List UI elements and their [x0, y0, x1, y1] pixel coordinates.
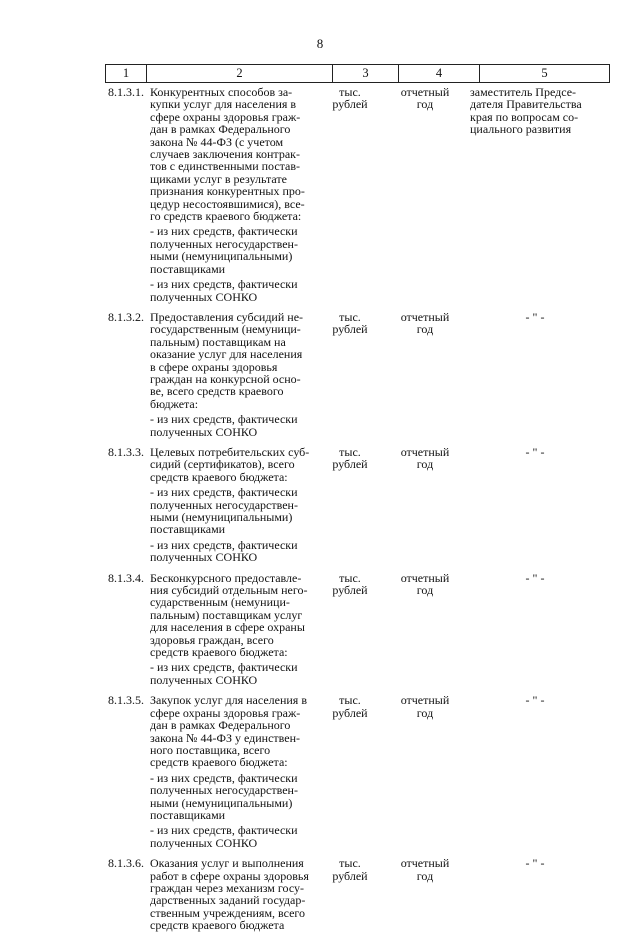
column-header-1: 1 [106, 65, 147, 83]
text-line: Бесконкурсного предоставле- [150, 570, 302, 585]
responsible-cell [470, 857, 620, 869]
sub-item-line: полученных СОНКО [150, 550, 258, 565]
sub-item-line: - из них средств, фактически [150, 277, 298, 292]
responsible-line: циального развития [470, 122, 572, 137]
text-line: закона № 44-ФЗ (с учетом [150, 134, 284, 149]
period-line: год [416, 583, 434, 598]
item-main-text [150, 311, 320, 410]
sub-item-line: ными (немуниципальными) [150, 249, 293, 264]
item-number: 8.1.3.5. [108, 693, 144, 708]
responsible-cell [470, 86, 600, 136]
sub-item-line: поставщиками [150, 807, 226, 822]
sub-item [150, 225, 320, 275]
responsible-cell [470, 446, 620, 458]
unit-line: тыс. [339, 570, 361, 585]
item-main-text [150, 86, 320, 222]
unit-line: тыс. [339, 85, 361, 99]
item-main-text [150, 446, 320, 483]
unit-line: тыс. [339, 444, 361, 459]
sub-item-line: - из них средств, фактически [150, 823, 298, 838]
item-description [150, 311, 320, 438]
item-number: 8.1.3.2. [108, 309, 144, 324]
unit-line: тыс. [339, 309, 361, 324]
sub-item-line: ными (немуниципальными) [150, 510, 293, 524]
responsible-line: - " - [525, 570, 545, 585]
sub-item-line: полученных СОНКО [150, 289, 258, 304]
period-cell [380, 694, 470, 719]
period-line: отчетный [400, 444, 450, 459]
text-line: граждан через механизм госу- [150, 880, 304, 895]
responsible-cell [470, 311, 620, 323]
period-line: отчетный [400, 570, 450, 585]
sub-item [150, 661, 320, 686]
responsible-line: - " - [525, 693, 545, 708]
text-line: средств краевого бюджета: [150, 755, 288, 770]
text-line: пальным) поставщикам на [150, 334, 286, 349]
unit-line: рублей [332, 705, 368, 720]
unit-cell [320, 694, 380, 719]
unit-cell [320, 446, 380, 471]
period-cell [380, 857, 470, 882]
sub-item [150, 772, 320, 822]
sub-item-line: - из них средств, фактически [150, 770, 298, 785]
text-line: признания конкурентных про- [150, 184, 305, 199]
period-line: отчетный [400, 85, 450, 99]
period-cell [380, 311, 470, 336]
unit-line: тыс. [339, 693, 361, 708]
text-line: сударственным (немуници- [150, 595, 290, 610]
text-line: средств краевого бюджета: [150, 645, 288, 660]
column-header-3: 3 [333, 65, 399, 83]
text-line: в сфере охраны здоровья [150, 359, 278, 374]
responsible-line: - " - [525, 309, 545, 324]
sub-item-line: - из них средств, фактически [150, 224, 298, 239]
table-row [108, 446, 608, 564]
text-line: бюджета: [150, 396, 199, 411]
text-line: пальным) поставщикам услуг [150, 607, 303, 622]
sub-item-line: полученных СОНКО [150, 424, 258, 439]
text-line: купки услуг для населения в [150, 97, 297, 112]
item-number: 8.1.3.1. [108, 85, 144, 99]
text-line: работ в сфере охраны здоровья [150, 868, 309, 883]
text-line: Предоставления субсидий не- [150, 309, 304, 324]
text-line: тов с единственными постав- [150, 159, 301, 174]
sub-item [150, 278, 320, 303]
sub-item-line: полученных СОНКО [150, 672, 258, 687]
sub-item-line: - из них средств, фактически [150, 485, 298, 500]
table-row [108, 86, 608, 303]
unit-line: тыс. [339, 856, 361, 871]
text-line: случаев заключения контрак- [150, 147, 300, 162]
unit-line: рублей [332, 583, 368, 598]
text-line: средств краевого бюджета: [150, 469, 288, 484]
sub-item-line: полученных негосударствен- [150, 783, 298, 798]
period-line: отчетный [400, 309, 450, 324]
sub-item-line: поставщиками [150, 261, 226, 276]
sub-item-line: полученных негосударствен- [150, 236, 298, 251]
sub-item-line: - из них средств, фактически [150, 412, 298, 427]
text-line: дарственных заданий государ- [150, 893, 306, 908]
item-description [150, 572, 320, 687]
item-description [150, 86, 320, 303]
text-line: государственным (немуници- [150, 322, 301, 337]
text-line: сфере охраны здоровья граж- [150, 109, 301, 124]
period-line: год [416, 457, 434, 472]
responsible-line: дателя Правительства [470, 97, 582, 112]
sub-item-line: полученных негосударствен- [150, 497, 298, 512]
text-line: Конкурентных способов за- [150, 85, 293, 99]
sub-item-line: ными (немуниципальными) [150, 795, 293, 810]
text-line: Закупок услуг для населения в [150, 693, 307, 708]
text-line: Оказания услуг и выполнения [150, 856, 304, 871]
period-cell [380, 572, 470, 597]
item-main-text [150, 857, 320, 931]
sub-item [150, 539, 320, 564]
text-line: для населения в сфере охраны [150, 620, 305, 635]
text-line: дан в рамках Федерального [150, 718, 291, 733]
text-line: цедур несостоявшимися), все- [150, 196, 305, 211]
period-cell [380, 446, 470, 471]
text-line: ного поставщика, всего [150, 742, 271, 757]
text-line: ния субсидий отдельным него- [150, 583, 308, 598]
responsible-cell [470, 694, 620, 706]
unit-cell [320, 857, 380, 882]
responsible-line: - " - [525, 856, 545, 871]
text-line: закона № 44-ФЗ у единствен- [150, 730, 300, 745]
unit-cell [320, 311, 380, 336]
sub-item [150, 413, 320, 438]
text-line: щиками услуг в результате [150, 171, 287, 186]
table-row [108, 694, 608, 849]
column-header-2: 2 [147, 65, 333, 83]
text-line: сфере охраны здоровья граж- [150, 705, 301, 720]
table-row [108, 857, 608, 931]
sub-item [150, 486, 320, 536]
period-cell [380, 86, 470, 111]
period-line: год [416, 868, 434, 883]
text-line: ве, всего средств краевого [150, 384, 284, 399]
text-line: оказание услуг для населения [150, 347, 303, 362]
item-number: 8.1.3.4. [108, 570, 144, 585]
table-row [108, 572, 608, 687]
item-number: 8.1.3.6. [108, 856, 144, 871]
text-line: Целевых потребительских суб- [150, 444, 310, 459]
page-number: 8 [316, 36, 324, 51]
item-main-text [150, 694, 320, 768]
text-line: дан в рамках Федерального [150, 122, 291, 137]
responsible-line: - " - [525, 444, 545, 459]
unit-line: рублей [332, 322, 368, 337]
text-line: ственным учреждениям, всего [150, 905, 306, 920]
sub-item-line: - из них средств, фактически [150, 660, 298, 675]
column-header-row [106, 65, 610, 83]
item-main-text [150, 572, 320, 659]
text-line: го средств краевого бюджета: [150, 209, 302, 224]
table-row [108, 311, 608, 438]
responsible-line: края по вопросам со- [470, 109, 579, 124]
sub-item-line: полученных СОНКО [150, 835, 258, 850]
column-header-table [105, 64, 610, 83]
item-number: 8.1.3.3. [108, 444, 144, 459]
text-line: средств краевого бюджета [150, 918, 285, 932]
unit-line: рублей [332, 868, 368, 883]
period-line: отчетный [400, 856, 450, 871]
responsible-line: заместитель Предсе- [470, 85, 577, 99]
table-body [108, 86, 608, 932]
period-line: отчетный [400, 693, 450, 708]
item-description [150, 446, 320, 564]
period-line: год [416, 705, 434, 720]
sub-item-line: - из них средств, фактически [150, 537, 298, 552]
text-line: здоровья граждан, всего [150, 632, 274, 647]
period-line: год [416, 97, 434, 112]
unit-cell [320, 572, 380, 597]
item-description [150, 694, 320, 849]
column-header-5: 5 [480, 65, 610, 83]
text-line: граждан на конкурсной осно- [150, 371, 301, 386]
sub-item [150, 824, 320, 849]
unit-cell [320, 86, 380, 111]
column-header-4: 4 [399, 65, 480, 83]
unit-line: рублей [332, 97, 368, 112]
text-line: сидий (сертификатов), всего [150, 457, 295, 472]
responsible-cell [470, 572, 620, 584]
unit-line: рублей [332, 457, 368, 472]
period-line: год [416, 322, 434, 337]
item-description [150, 857, 320, 931]
sub-item-line: поставщиками [150, 522, 226, 537]
